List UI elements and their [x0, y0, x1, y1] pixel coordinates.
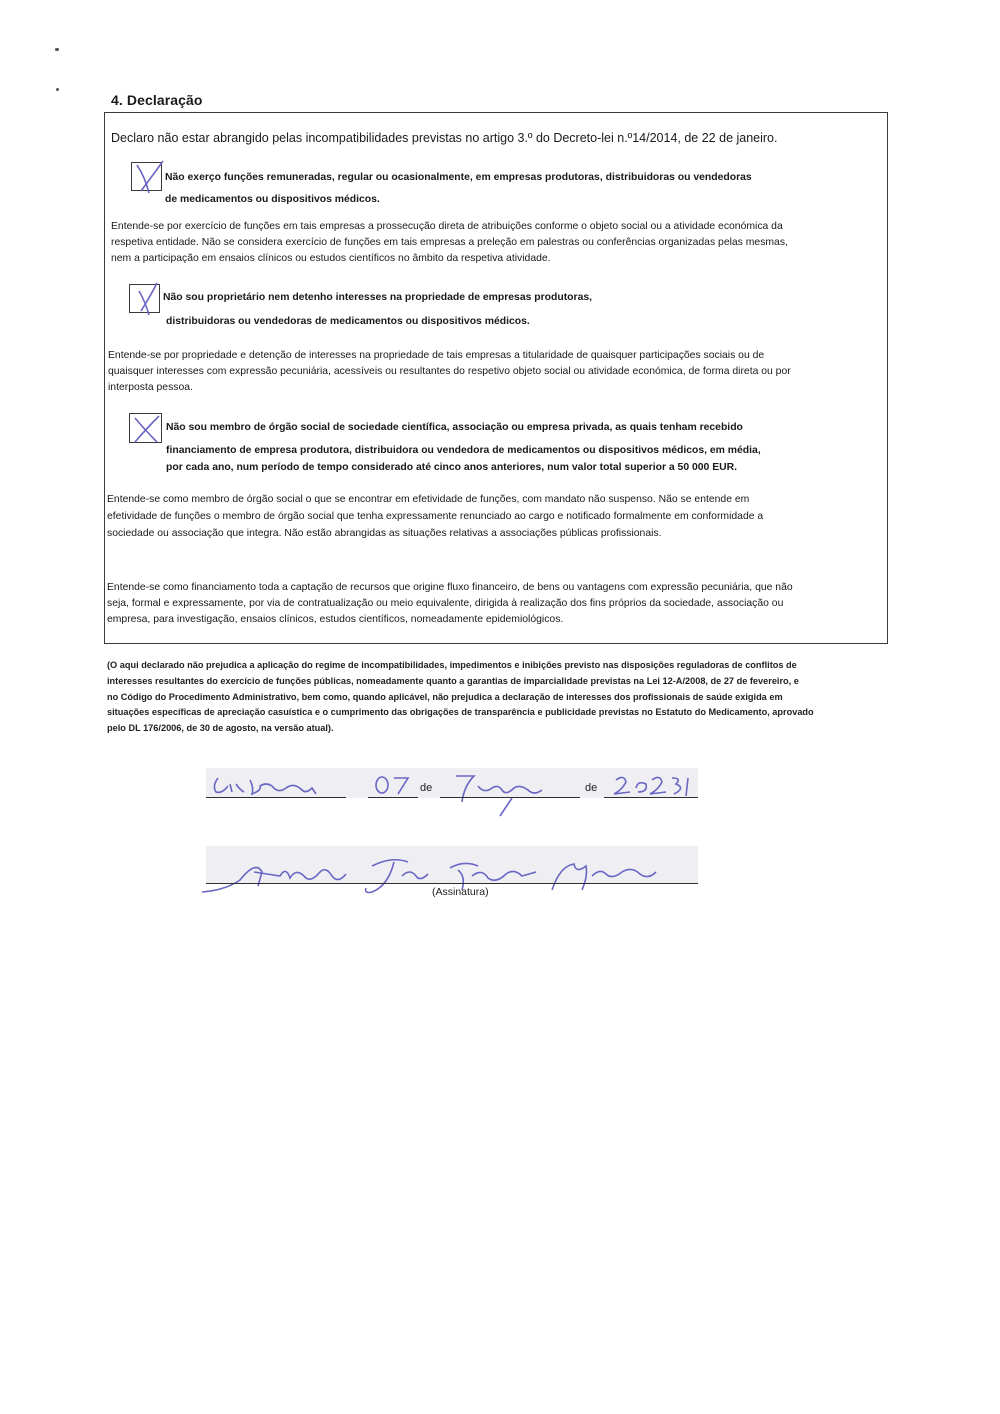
- month-underline: [440, 797, 580, 798]
- x-mark-icon: [127, 281, 165, 317]
- note-line: pelo DL 176/2006, de 30 de agosto, na versão atual).: [107, 723, 334, 734]
- item-label-line: distribuidoras ou vendedoras de medicamentos ou dispositivos médicos.: [166, 316, 530, 327]
- note-line: situações específicas de apreciação casuística e o cumprimento das obrigações de transparência e publicidade previstas no Estatuto do Medicamento, aprovado: [107, 707, 814, 718]
- signature-underline: [206, 883, 698, 884]
- section-title: 4. Declaração: [111, 92, 203, 108]
- explanation-line: efetividade de funções o membro de órgão social que tenha expressamente renunciado ao cargo e notificado formalmente em conformidade a: [107, 511, 764, 522]
- item-label-line: de medicamentos ou dispositivos médicos.: [165, 194, 380, 205]
- note-line: (O aqui declarado não prejudica a aplicação do regime de incompatibilidades, impedimentos e inibições previsto nas disposições reguladoras de conflitos de: [107, 660, 797, 670]
- note-line: no Código do Procedimento Administrativo, bem como, quando aplicável, não prejudica a declaração de interesses dos profissionais de saúde exigida em: [107, 691, 783, 702]
- legal-note: [107, 658, 887, 737]
- scan-speck: [55, 48, 59, 51]
- place-field[interactable]: [206, 768, 346, 798]
- date-connector: de: [585, 782, 598, 794]
- item-label-line: Não sou membro de órgão social de sociedade científica, associação ou empresa privada, as quais tenham recebido: [166, 422, 743, 433]
- item-label-line: por cada ano, num período de tempo considerado até cinco anos anteriores, num valor total superior a 50 000 EUR.: [166, 462, 738, 473]
- item-label-line: Não sou proprietário nem detenho interesses na propriedade de empresas produtoras,: [163, 292, 593, 303]
- month-handwriting: [440, 768, 580, 820]
- date-connector: de: [420, 782, 433, 794]
- day-field[interactable]: [370, 768, 416, 798]
- explanation-line: respetiva entidade. Não se considera exercício de funções em tais empresas a preleção em palestras ou conferências organizadas pelas mesmas,: [111, 237, 788, 248]
- explanation-line: interposta pessoa.: [108, 382, 193, 393]
- note-line: interesses resultantes do exercício de funções públicas, nomeadamente quanto a garantias de imparcialidade previstas na Lei 12-A/2008, de 27 de fevereiro, e: [107, 675, 799, 686]
- checkbox-no-ownership[interactable]: [129, 284, 160, 313]
- month-field[interactable]: [440, 768, 580, 820]
- place-handwriting: [206, 768, 346, 798]
- checkbox-no-paid-functions[interactable]: [131, 162, 162, 191]
- scan-speck: [56, 88, 59, 91]
- x-mark-icon: [129, 159, 167, 195]
- checkbox-no-board-membership[interactable]: [129, 413, 162, 443]
- item-label-line: financiamento de empresa produtora, distribuidora ou vendedora de medicamentos ou dispositivos médicos, em média,: [166, 445, 761, 456]
- explanation-line: quaisquer interesses com expressão pecuniária, acessíveis ou resultantes do respetivo objeto social ou atividade económica, de forma direta ou por: [108, 366, 791, 377]
- explanation-line: Entende-se como membro de órgão social o que se encontrar em efetividade de funções, com mandato não suspenso. Não se entende em: [107, 494, 750, 505]
- day-underline: [368, 797, 418, 798]
- explanation-line: Entende-se por exercício de funções em tais empresas a prossecução direta de atribuições conforme o objeto social ou a atividade económica da: [111, 221, 783, 232]
- explanation-line: nem a participação em ensaios clínicos ou estudos científicos no âmbito da respetiva atividade.: [111, 253, 551, 264]
- day-handwriting: [370, 768, 416, 798]
- year-underline: [604, 797, 698, 798]
- declaration-intro: Declaro não estar abrangido pelas incompatibilidades previstas no artigo 3.º do Decreto-lei n.º14/2014, de 22 de janeiro.: [111, 131, 778, 145]
- place-underline: [206, 797, 346, 798]
- explanation-line: Entende-se por propriedade e detenção de interesses na propriedade de tais empresas a titularidade de quaisquer participações sociais ou de: [108, 350, 765, 361]
- financing-line: empresa, para investigação, ensaios clínicos, estudos científicos, nomeadamente epidemiológicos.: [107, 614, 564, 625]
- x-mark-icon: [127, 410, 165, 446]
- signature-label: (Assinatura): [432, 886, 489, 898]
- year-handwriting: [604, 768, 698, 798]
- explanation-line: sociedade ou associação que integra. Não estão abrangidas as situações relativas a associações públicas profissionais.: [107, 528, 662, 539]
- financing-line: Entende-se como financiamento toda a captação de recursos que origine fluxo financeiro, de bens ou vantagens com expressão pecuniária, que não: [107, 582, 793, 593]
- financing-line: seja, formal e expressamente, por via de contratualização ou meio equivalente, dirigida à realização dos fins próprios da sociedade, associação ou: [107, 598, 784, 609]
- year-field[interactable]: [604, 768, 698, 798]
- item-label-line: Não exerço funções remuneradas, regular ou ocasionalmente, em empresas produtoras, distribuidoras ou vendedoras: [165, 172, 752, 183]
